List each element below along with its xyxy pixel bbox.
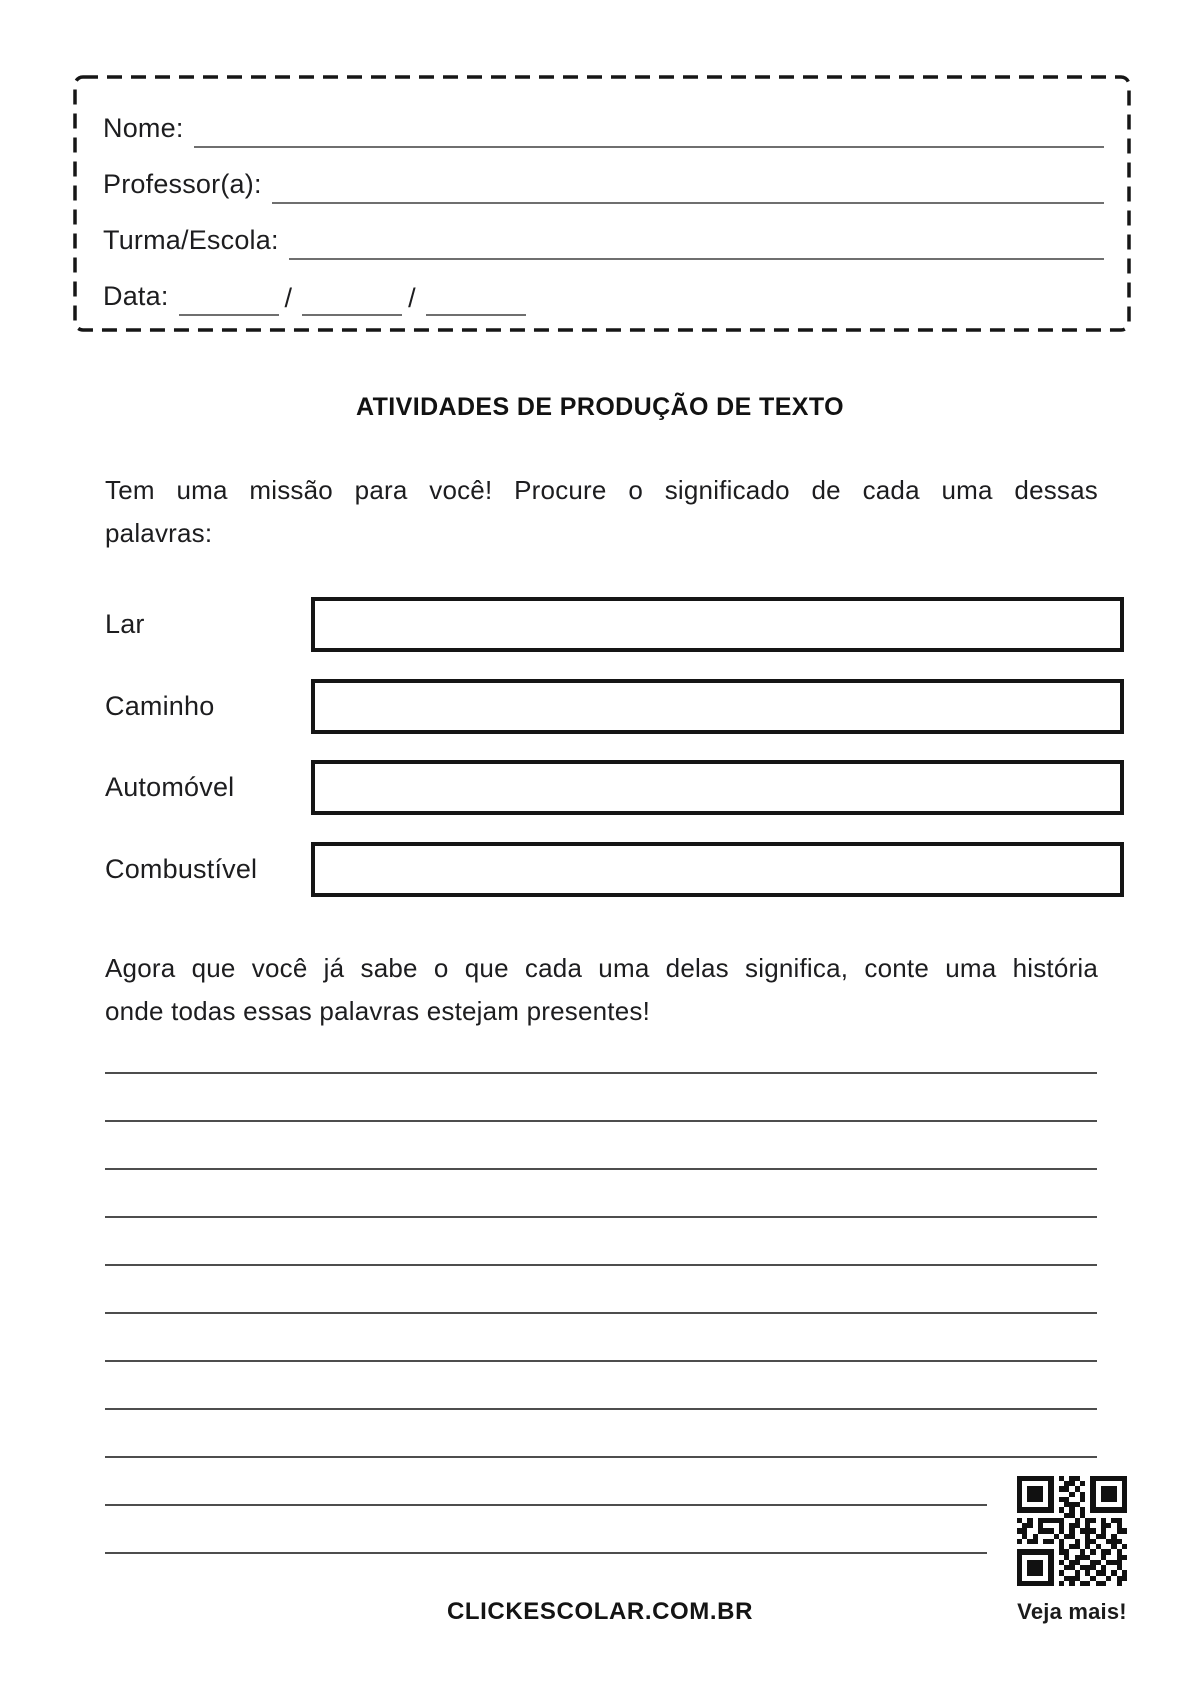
date-separator: / xyxy=(284,282,293,313)
page-title: ATIVIDADES DE PRODUÇÃO DE TEXTO xyxy=(356,393,844,421)
student-info-box xyxy=(73,75,1131,332)
word-row-caminho xyxy=(105,679,1124,734)
word-label-combustivel: Combustível xyxy=(105,854,258,884)
writing-line[interactable] xyxy=(105,1264,1097,1266)
writing-line[interactable] xyxy=(105,1168,1097,1170)
field-row-nome xyxy=(103,100,1104,156)
date-day-line[interactable] xyxy=(179,276,279,316)
writing-line[interactable] xyxy=(105,1072,1097,1074)
field-row-data xyxy=(103,268,1104,324)
qr-code xyxy=(1017,1476,1127,1586)
definition-box-automovel[interactable] xyxy=(311,760,1124,815)
story-prompt-line-1: Agora que você já sabe o que cada uma delas significa, conte uma história xyxy=(105,953,1098,983)
professor-input-line[interactable] xyxy=(272,164,1104,204)
word-row-automovel xyxy=(105,760,1124,815)
story-writing-area[interactable] xyxy=(105,1072,1097,1572)
turma-escola-input-line[interactable] xyxy=(289,220,1104,260)
data-label: Data: xyxy=(103,280,169,311)
turma-escola-label: Turma/Escola: xyxy=(103,224,279,255)
website-footer: CLICKESCOLAR.COM.BR xyxy=(446,1598,754,1625)
qr-caption: Veja mais! xyxy=(1017,1599,1127,1624)
student-info-fields xyxy=(103,100,1104,324)
definition-box-caminho[interactable] xyxy=(311,679,1124,734)
writing-line[interactable] xyxy=(105,1504,987,1506)
word-label-caminho: Caminho xyxy=(105,691,215,721)
intro-paragraph xyxy=(105,469,1098,555)
writing-line[interactable] xyxy=(105,1408,1097,1410)
definition-box-lar[interactable] xyxy=(311,597,1124,652)
definition-box-combustivel[interactable] xyxy=(311,842,1124,897)
professor-label: Professor(a): xyxy=(103,168,262,199)
writing-line[interactable] xyxy=(105,1216,1097,1218)
writing-line[interactable] xyxy=(105,1456,1097,1458)
writing-line[interactable] xyxy=(105,1360,1097,1362)
writing-line[interactable] xyxy=(105,1312,1097,1314)
nome-input-line[interactable] xyxy=(194,108,1104,148)
intro-line-2: palavras: xyxy=(105,518,213,548)
story-prompt-paragraph xyxy=(105,947,1098,1033)
date-year-line[interactable] xyxy=(426,276,526,316)
word-label-automovel: Automóvel xyxy=(105,772,235,802)
date-separator: / xyxy=(408,282,416,313)
nome-label: Nome: xyxy=(103,112,184,143)
intro-line-1: Tem uma missão para você! Procure o significado de cada uma dessas xyxy=(105,475,1098,505)
story-prompt-line-2: onde todas essas palavras estejam presentes! xyxy=(105,996,650,1026)
writing-line[interactable] xyxy=(105,1552,987,1554)
field-row-turma-escola xyxy=(103,212,1104,268)
word-row-lar xyxy=(105,597,1124,652)
date-month-line[interactable] xyxy=(302,276,402,316)
word-label-lar: Lar xyxy=(105,609,145,639)
writing-line[interactable] xyxy=(105,1120,1097,1122)
word-row-combustivel xyxy=(105,842,1124,897)
field-row-professor xyxy=(103,156,1104,212)
